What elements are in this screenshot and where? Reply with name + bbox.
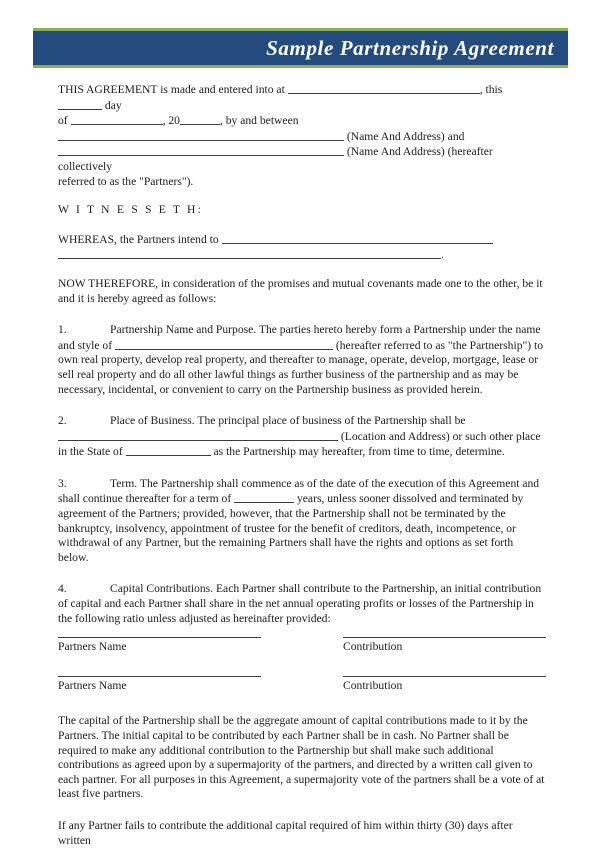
blank-location	[288, 82, 480, 94]
intro-text-e: , 20	[162, 114, 180, 128]
section-1-text-b: (hereafter referred to as "the Partnership") to own real property, develop real property, and thereafter to manage, operate, develop, mortgage, lease or sell real property and do all other lawful things as further business of the partnership and as may be necessary, incidental, or convenient to carry on the Partnership business as provided herein.	[58, 338, 544, 396]
contribution-row	[58, 637, 546, 655]
section-3-number: 3.	[58, 476, 67, 490]
section-1-heading: Partnership Name and Purpose.	[110, 323, 257, 337]
section-3	[58, 477, 546, 566]
intro-text-h: (Name And Address) (hereafter collectively	[58, 145, 493, 173]
section-4-text-a: Each Partner shall contribute to the Partnership, an initial contribution of capital and each Partner shall share in the net annual operating profits or losses of the Partnership in the following ratio unless adjusted as hereinafter provided:	[58, 582, 542, 625]
now-therefore-paragraph: NOW THEREFORE, in consideration of the promises and mutual covenants made one to the other, be it and it is hereby agreed as follows:	[58, 276, 543, 305]
section-1-text-a: The parties hereto hereby form a Partnership under the name and style of	[58, 323, 541, 352]
blank-whereas-two	[58, 247, 441, 259]
whereas-paragraph	[58, 232, 546, 263]
blank-month	[71, 113, 163, 125]
whereas-text-a: WHEREAS, the Partners intend to	[58, 232, 222, 246]
blank-business-location	[58, 429, 338, 441]
intro-text-i: referred to as the "Partners").	[58, 174, 194, 188]
intro-text-d: of	[58, 114, 71, 128]
section-2-number: 2.	[58, 414, 67, 428]
capital-paragraph: The capital of the Partnership shall be the aggregate amount of capital contributions made to it by the Partners. The initial capital to be contributed by each Partner shall be in cash. No Partner shall be required to make any additional contribution to the Partnership but shall make such additional contributions as agreed upon by a supermajority of the partners, and directed by a written call given to each partner. For all purposes in this Agreement, a supermajority vote of the partners shall be a vote of at least five partners.	[58, 714, 545, 801]
blank-party-one	[58, 129, 344, 141]
intro-text-f: , by and between	[219, 114, 299, 128]
section-4-number: 4.	[58, 582, 67, 596]
blank-year	[180, 113, 220, 125]
contribution-cell	[343, 676, 546, 694]
whereas-text-b: .	[441, 248, 444, 262]
intro-text-g: (Name And Address) and	[344, 129, 465, 143]
section-2-text-b: (Location and Address) or such other place in the State of	[58, 429, 541, 459]
blank-partnership-name	[115, 338, 333, 350]
document-body	[58, 82, 546, 859]
partner-name-cell	[58, 637, 261, 655]
blank-day	[58, 98, 102, 110]
section-2-text-a: The principal place of business of the Partnership shall be	[194, 414, 466, 428]
partner-name-cell	[58, 676, 261, 694]
section-1-number: 1.	[58, 323, 67, 337]
section-1	[58, 323, 546, 397]
section-3-heading: Term.	[110, 476, 138, 490]
contribution-label: Contribution	[343, 640, 403, 654]
page-title: Sample Partnership Agreement	[266, 35, 554, 60]
blank-whereas-one	[222, 232, 493, 244]
intro-text-c: day	[102, 98, 122, 112]
section-3-text-b: years, unless sooner dissolved and terminated by agreement of the Partners; provided, however, that the Partnership shall not be terminated by the bankruptcy, insolvency, appointment of trustee for the benefit of creditors, death, incompetence, or withdrawal of any Partner, but the remaining Partners shall have the rights and options as set forth below.	[58, 492, 524, 564]
witnesseth-heading: W I T N E S S E T H:	[58, 203, 204, 217]
partner-name-label: Partners Name	[58, 640, 127, 654]
intro-paragraph	[58, 82, 546, 189]
intro-text-a: THIS AGREEMENT is made and entered into at	[58, 83, 288, 96]
blank-party-two	[58, 144, 344, 156]
intro-text-b: , this	[479, 83, 503, 96]
section-3-text-a: The Partnership shall commence as of the date of the execution of this Agreement and shall continue thereafter for a term of	[58, 476, 540, 506]
contribution-row	[58, 676, 546, 694]
section-2-heading: Place of Business.	[110, 414, 195, 428]
section-4-heading: Capital Contributions.	[110, 582, 214, 596]
final-paragraph: If any Partner fails to contribute the additional capital required of him within thirty (30) days after written	[58, 818, 513, 847]
contribution-label: Contribution	[343, 678, 403, 692]
section-2-text-c: as the Partnership may hereafter, from time to time, determine.	[210, 445, 505, 459]
document-header-banner	[33, 28, 568, 68]
contribution-table	[58, 637, 546, 693]
blank-state	[126, 444, 211, 456]
section-2	[58, 414, 546, 460]
blank-term-years	[234, 491, 294, 503]
partner-name-label: Partners Name	[58, 678, 127, 692]
contribution-cell	[343, 637, 546, 655]
section-4	[58, 582, 546, 626]
